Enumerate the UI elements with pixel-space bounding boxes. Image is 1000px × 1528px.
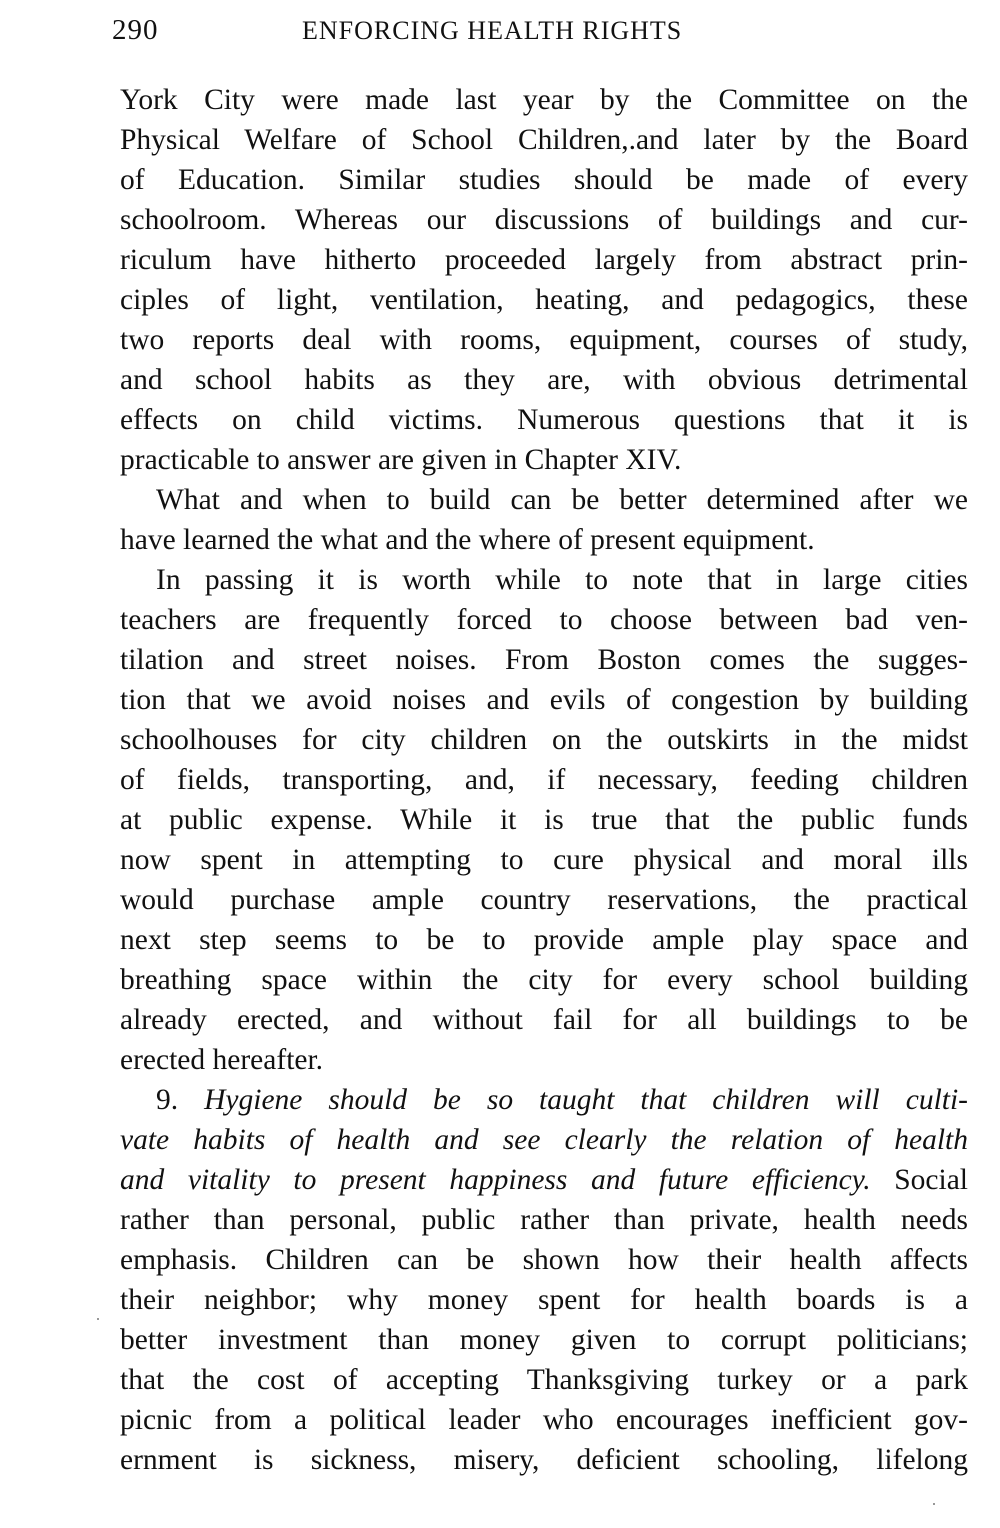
text-segment: have learned the what and the where of present equipment. <box>120 524 815 556</box>
text-line <box>120 240 968 280</box>
text-line <box>120 1120 968 1160</box>
text-segment: schoolhouses for city children on the outskirts in the midst <box>120 724 968 756</box>
text-segment: at public expense. While it is true that the public funds <box>120 804 968 836</box>
text-line <box>120 680 968 720</box>
text-line <box>120 120 968 160</box>
text-line <box>120 80 968 120</box>
text-line <box>120 1360 968 1400</box>
running-head: ENFORCING HEALTH RIGHTS <box>302 16 683 45</box>
text-line <box>120 360 968 400</box>
text-segment: Social <box>870 1164 968 1196</box>
text-segment: of fields, transporting, and, if necessary, feeding children <box>120 764 968 796</box>
text-line <box>120 1320 968 1360</box>
text-line <box>120 840 968 880</box>
text-line <box>120 1160 968 1200</box>
text-line <box>120 880 968 920</box>
text-line <box>120 320 968 360</box>
text-segment: riculum have hitherto proceeded largely from abstract prin- <box>120 244 968 276</box>
italic-text: and vitality to present happiness and future efficiency. <box>120 1164 871 1196</box>
text-segment: Physical Welfare of School Children,.and later by the Board <box>120 124 968 156</box>
text-segment: now spent in attempting to cure physical and moral ills <box>120 844 968 876</box>
text-segment: of Education. Similar studies should be made of every <box>120 164 968 196</box>
text-segment: picnic from a political leader who encourages inefficient gov- <box>120 1404 968 1436</box>
text-line <box>120 200 968 240</box>
text-segment: their neighbor; why money spent for health boards is a <box>120 1284 968 1316</box>
text-line <box>120 640 968 680</box>
text-line <box>120 1280 968 1320</box>
text-segment: schoolroom. Whereas our discussions of buildings and cur- <box>120 204 968 236</box>
text-line <box>120 960 968 1000</box>
text-segment: next step seems to be to provide ample play space and <box>120 924 968 956</box>
page-number: 290 <box>112 14 159 46</box>
text-segment: erected hereafter. <box>120 1044 324 1076</box>
text-line <box>120 400 968 440</box>
text-line <box>120 440 968 480</box>
italic-text: vate habits of health and see clearly the relation of health <box>120 1124 968 1156</box>
text-segment: ernment is sickness, misery, deficient schooling, lifelong <box>120 1444 968 1476</box>
italic-text: Hygiene should be so taught that children will culti- <box>204 1084 968 1116</box>
text-segment: In passing it is worth while to note that in large cities <box>156 564 968 596</box>
text-segment: would purchase ample country reservations, the practical <box>120 884 968 916</box>
text-segment: 9. <box>156 1084 205 1116</box>
body-text <box>120 80 968 1480</box>
text-segment: tilation and street noises. From Boston comes the sugges- <box>120 644 968 676</box>
text-segment: two reports deal with rooms, equipment, courses of study, <box>120 324 968 356</box>
text-line <box>120 760 968 800</box>
text-line <box>120 800 968 840</box>
text-line <box>120 1240 968 1280</box>
text-line <box>120 600 968 640</box>
text-segment: that the cost of accepting Thanksgiving turkey or a park <box>120 1364 968 1396</box>
text-line <box>120 520 968 560</box>
text-segment: better investment than money given to corrupt politicians; <box>120 1324 968 1356</box>
text-segment: rather than personal, public rather than private, health needs <box>120 1204 968 1236</box>
scan-speck <box>933 1503 935 1505</box>
text-segment: What and when to build can be better determined after we <box>156 484 968 516</box>
text-line <box>120 480 968 520</box>
text-line <box>120 720 968 760</box>
text-line <box>120 1000 968 1040</box>
text-segment: teachers are frequently forced to choose between bad ven- <box>120 604 968 636</box>
text-line <box>120 1400 968 1440</box>
text-segment: ciples of light, ventilation, heating, and pedagogics, these <box>120 284 968 316</box>
text-segment: practicable to answer are given in Chapter XIV. <box>120 444 682 476</box>
text-segment: and school habits as they are, with obvious detrimental <box>120 364 968 396</box>
text-line <box>120 1440 968 1480</box>
text-line <box>120 280 968 320</box>
text-line <box>120 1080 968 1120</box>
text-line <box>120 1040 968 1080</box>
text-segment: emphasis. Children can be shown how their health affects <box>120 1244 968 1276</box>
page-header <box>112 14 972 54</box>
text-line <box>120 920 968 960</box>
text-segment: tion that we avoid noises and evils of congestion by building <box>120 684 968 716</box>
text-segment: breathing space within the city for every school building <box>120 964 968 996</box>
text-line <box>120 1200 968 1240</box>
text-line <box>120 160 968 200</box>
scan-speck <box>97 1318 99 1320</box>
text-line <box>120 560 968 600</box>
text-segment: effects on child victims. Numerous questions that it is <box>120 404 968 436</box>
text-segment: York City were made last year by the Committee on the <box>120 84 968 116</box>
text-segment: already erected, and without fail for all buildings to be <box>120 1004 968 1036</box>
